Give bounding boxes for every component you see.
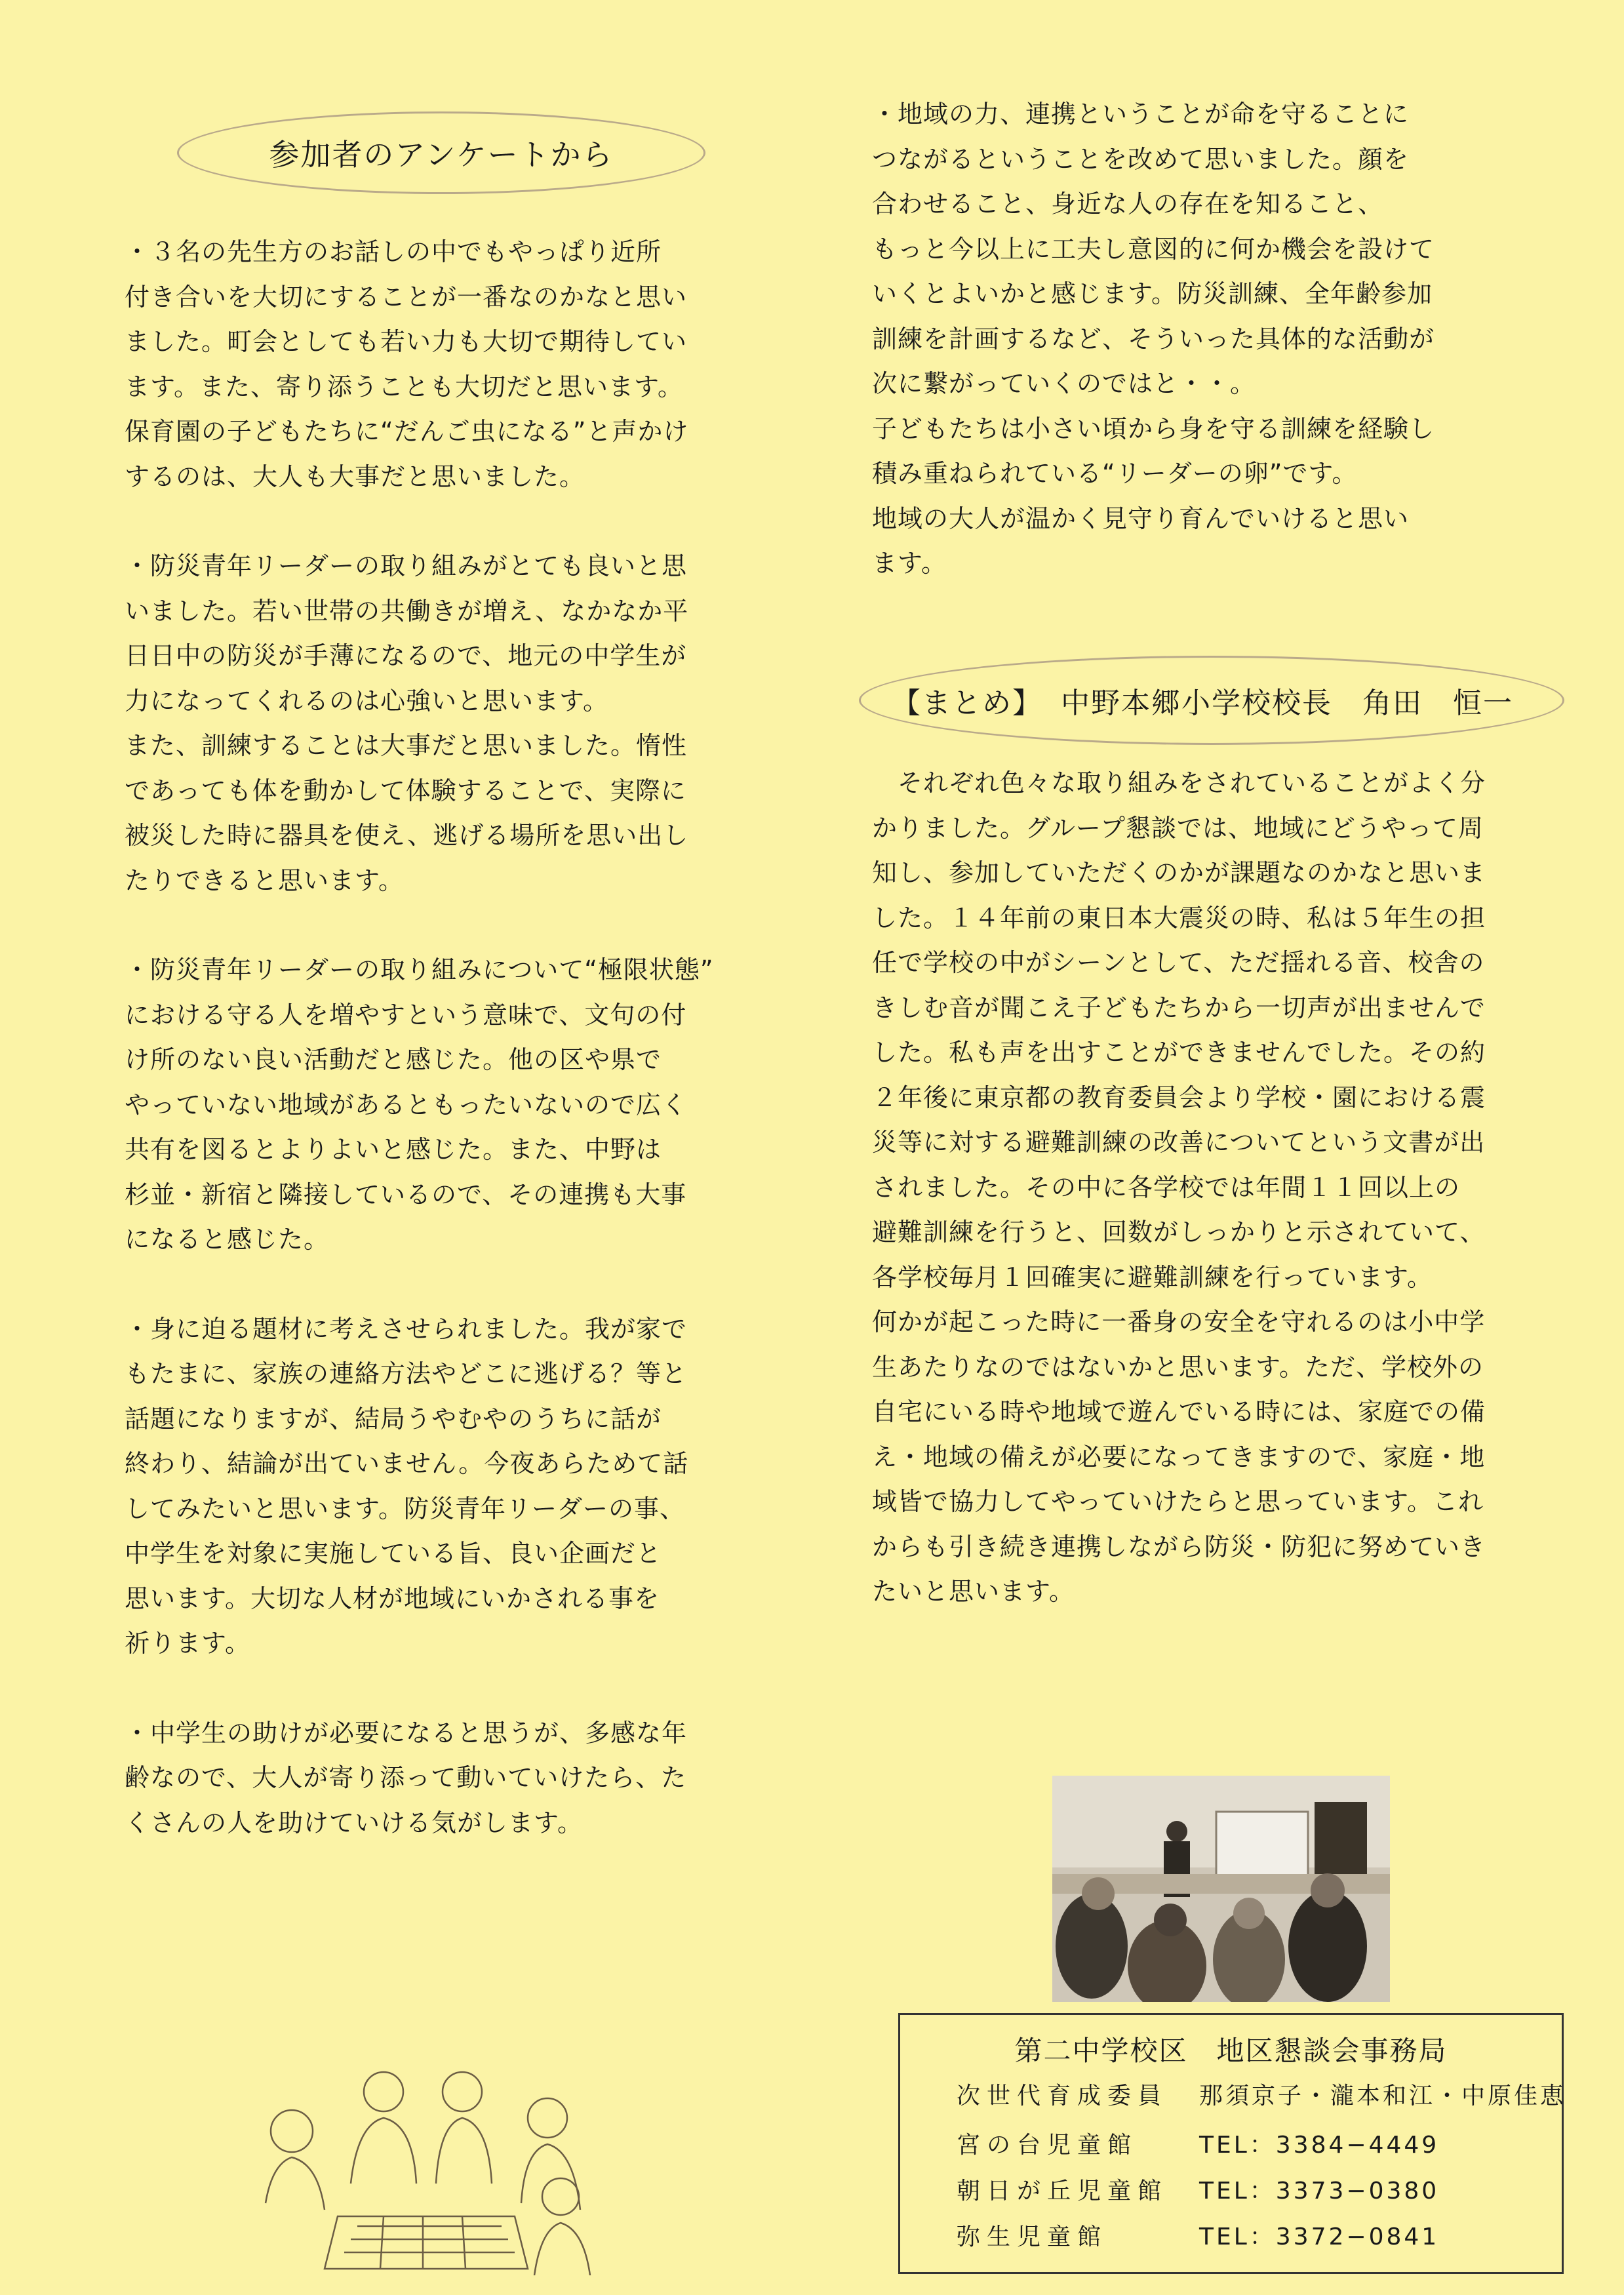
survey-responses [125,230,800,1890]
office-info-box [898,2013,1567,2274]
survey-response-1: ・３名の先生方のお話しの中でもやっぱり近所 付き合いを大切にすることが一番なのかなと思い ました。町会としても若い力も大切で期待してい ます。また、寄り添うことも大切だと思います。 保育園の子どもたちに“だんご虫になる”と声かけ するのは、大人も大事だと思いました。 [125,237,689,491]
center-name-2: 朝日が丘児童館 [957,2178,1168,2205]
center-tel-2: TEL：3373−0380 [1199,2178,1440,2205]
summary-speaker: 中野本郷小学校校長 角田 恒一 [1061,687,1513,720]
center-tel-3: TEL：3372−0841 [1199,2224,1440,2250]
center-line-1 [957,2126,1439,2160]
survey-response-2: ・防災青年リーダーの取り組みがとても良いと思 いました。若い世帯の共働きが増え、なかなか平 日日中の防災が手薄になるので、地元の中学生が 力になってくれるのは心強いと思います。 また、訓練することは大事だと思いました。惰性 であっても体を動かして体験することで、実際に 被災した時に器具を使え、逃げる場所を思い出し たりできると思います。 [125,551,689,895]
summary-label: 【まとめ】 [892,687,1042,720]
center-line-3 [957,2218,1439,2252]
meeting-photo [1052,1776,1390,2002]
summary-body: それぞれ色々な取り組みをされていることがよく分 かりました。グループ懇談では、地域にどうやって周 知し、参加していただくのかが課題なのかなと思いま した。１４年前の東日本大震災の時、私は５年生の担 任で学校の中がシーンとして、ただ揺れる音、校舎の きしむ音が聞こえ子どもたちから一切声が出ませんで した。私も声を出すことができませんでした。その約 ２年後に東京都の教育委員会より学校・園における震 災等に対する避難訓練の改善についてという文書が出 されました。その中に各学校では年間１１回以上の 避難訓練を行うと、回数がしっかりと示されていて、 各学校毎月１回確実に避難訓練を行っています。 何かが起こった時に一番身の安全を守れるのは小中学 生あたりなのではないかと思います。ただ、学校外の 自宅にいる時や地域で遊んでいる時には、家庭での備 え・地域の備えが必要になってきますので、家庭・地 域皆で協力してやっていけたらと思っています。これ からも引き続き連携しながら防災・防犯に努めていき たいと思います。 [872,768,1486,1606]
center-name-1: 宮の台児童館 [957,2132,1138,2159]
center-tel-1: TEL：3384−4449 [1199,2132,1440,2159]
survey-section-title [177,111,705,194]
center-name-3: 弥生児童館 [957,2224,1108,2250]
survey-response-6: ・地域の力、連携ということが命を守ることに つながるということを改めて思いました。顔を 合わせること、身近な人の存在を知ること、 もっと今以上に工夫し意図的に何か機会を設けて いくとよいかと感じます。防災訓練、全年齢参加 訓練を計画するなど、そういった具体的な活動が 次に繋がっていくのではと・・。 子どもたちは小さい頃から身を守る訓練を経験し 積み重ねられている“リーダーの卵”です。 地域の大人が温かく見守り育んでいけると思い ます。 [872,100,1435,578]
group-discussion-illustration [252,2052,606,2275]
summary-section-title [859,656,1564,745]
office-title: 第二中学校区 地区懇談会事務局 [1014,2035,1448,2067]
committee-line [957,2077,1566,2111]
survey-response-5: ・中学生の助けが必要になると思うが、多感な年 齢なので、大人が寄り添って動いていけたら、た くさんの人を助けていける気がします。 [125,1718,688,1837]
survey-response-3: ・防災青年リーダーの取り組みについて“極限状態” における守る人を増やすという意味で、文句の付 け所のない良い活動だと感じた。他の区や県で やっていない地域があるともったいないので広く 共有を図るとよりよいと感じた。また、中野は 杉並・新宿と隣接しているので、その連携も大事 になると感じた。 [125,955,714,1254]
survey-title-text: 参加者のアンケートから [269,137,614,172]
center-line-2 [957,2172,1439,2206]
committee-members: 那須京子・瀧本和江・中原佳恵 [1199,2083,1567,2109]
committee-label: 次世代育成委員 [957,2083,1168,2109]
survey-response-4: ・身に迫る題材に考えさせられました。我が家で もたまに、家族の連絡方法やどこに逃げる？等と 話題になりますが、結局うやむやのうちに話が 終わり、結論が出ていません。今夜あらためて話 してみたいと思います。防災青年リーダーの事、 中学生を対象に実施している旨、良い企画だと 思います。大切な人材が地域にいかされる事を 祈ります。 [125,1314,689,1658]
